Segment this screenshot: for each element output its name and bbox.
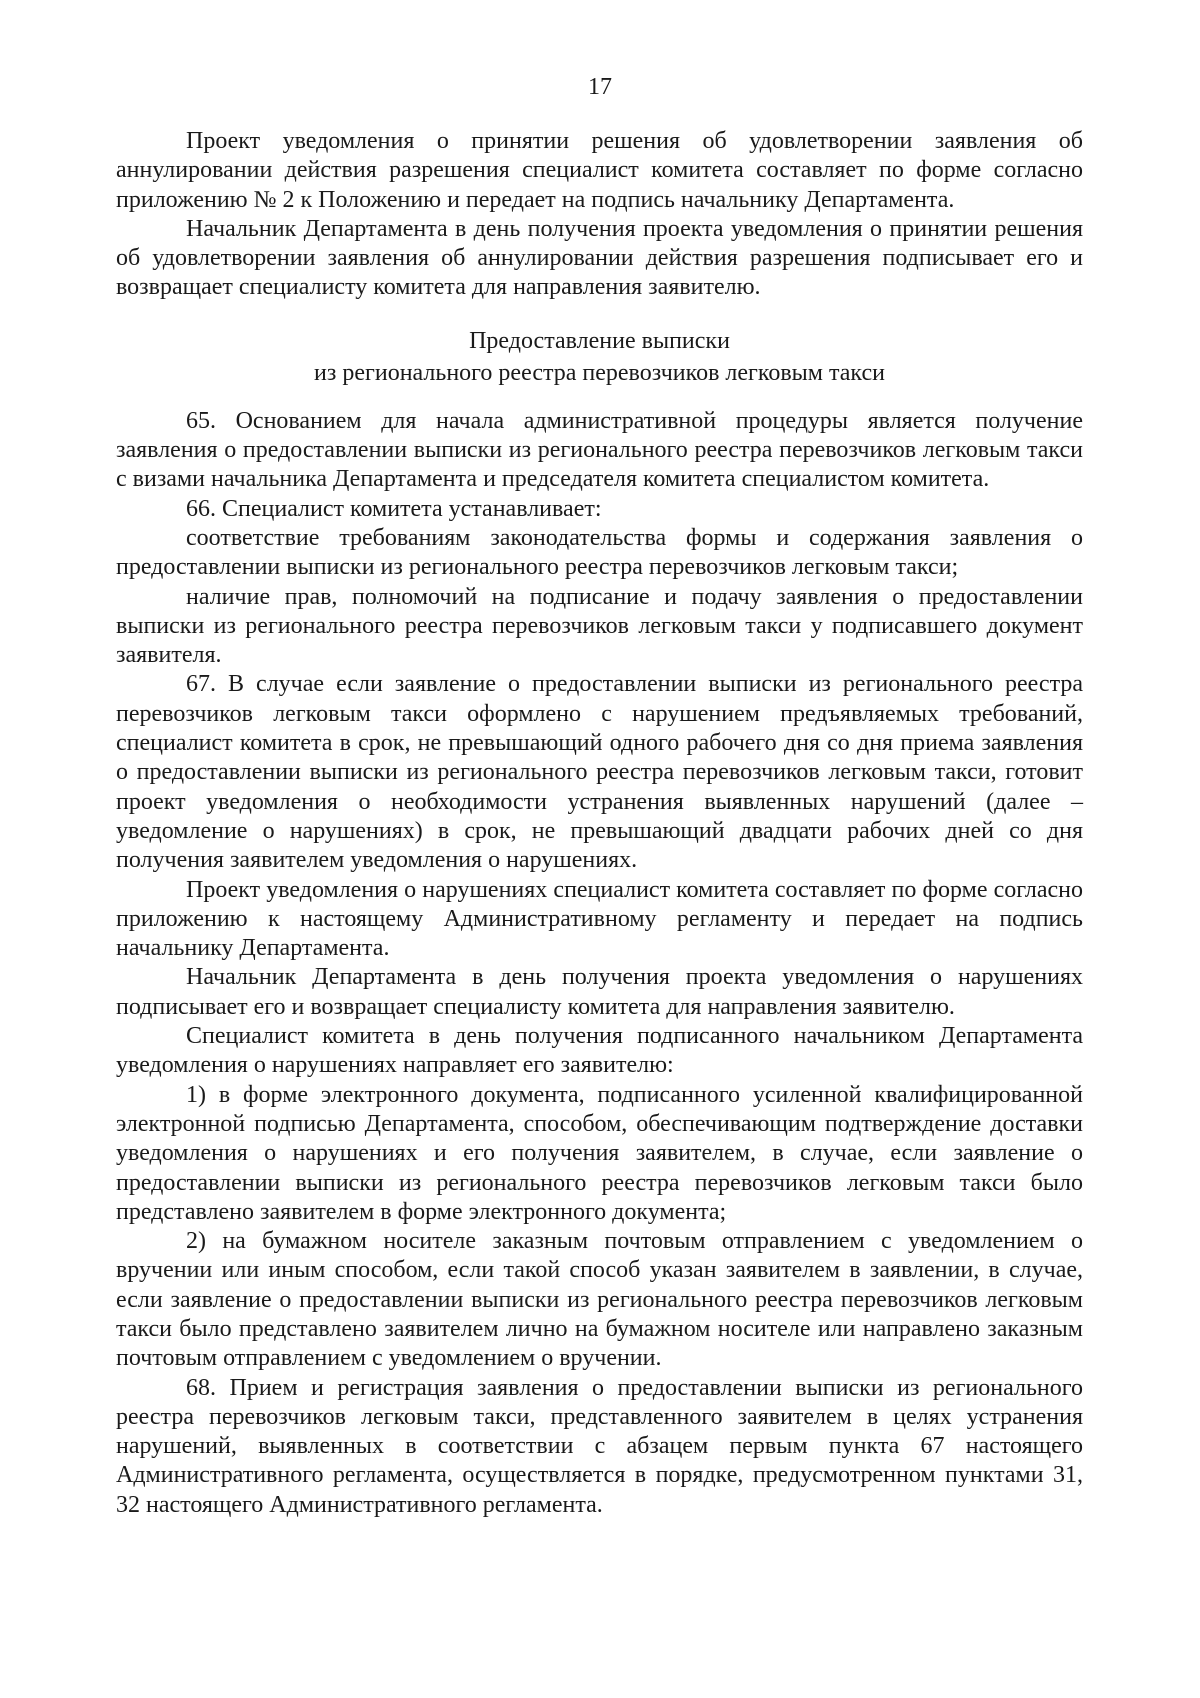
page-number: 17 [588,74,612,100]
paragraph: 66. Специалист комитета устанавливает: [186,495,602,522]
paragraph: Начальник Департамента в день получения проекта уведомления о нарушениях подписывает его и возвращает специалисту комитета для направления заявителю. [116,964,1083,1020]
section-heading-line-2: из регионального реестра перевозчиков легковым такси [314,359,885,386]
section-heading-line-1: Предоставление выписки [469,327,730,354]
paragraph: 67. В случае если заявление о предоставлении выписки из регионального реестра перевозчиков легковым такси оформлено с нарушением предъявляемых требований, специалист комитета в срок, не превышающий одного рабочего дня со дня приема заявления о предоставлении выписки из регионального реестра перевозчиков легковым такси, готовит проект уведомления о необходимости устранения выявленных нарушений (далее – уведомление о нарушениях) в срок, не превышающий двадцати рабочих дней со дня получения заявителем уведомления о нарушениях. [116,671,1083,874]
paragraph: соответствие требованиям законодательства формы и содержания заявления о предоставлении выписки из регионального реестра перевозчиков легковым такси; [116,524,1083,581]
document-body [116,127,1083,1520]
paragraph: 68. Прием и регистрация заявления о предоставлении выписки из регионального реестра перевозчиков легковым такси, представленного заявителем в целях устранения нарушений, выявленных в соответствии с абзацем первым пункта 67 настоящего Административного регламента, осуществляется в порядке, предусмотренном пунктами 31, 32 настоящего Административного регламента. [116,1374,1083,1518]
paragraph: Начальник Департамента в день получения проекта уведомления о принятии решения об удовлетворении заявления об аннулировании действия разрешения подписывает его и возвращает специалисту комитета для направления заявителю. [116,215,1083,301]
paragraph: Проект уведомления о принятии решения об удовлетворении заявления об аннулировании действия разрешения специалист комитета составляет по форме согласно приложению № 2 к Положению и передает на подпись начальнику Департамента. [116,128,1083,213]
paragraph: 2) на бумажном носителе заказным почтовым отправлением с уведомлением о вручении или иным способом, если такой способ указан заявителем в заявлении, в случае, если заявление о предоставлении выписки из регионального реестра перевозчиков легковым такси было представлено заявителем лично на бумажном носителе или направлено заказным почтовым отправлением с уведомлением о вручении. [116,1228,1083,1372]
paragraph: Проект уведомления о нарушениях специалист комитета составляет по форме согласно приложению к настоящему Административному регламенту и передает на подпись начальнику Департамента. [116,876,1083,962]
paragraph: 1) в форме электронного документа, подписанного усиленной квалифицированной электронной подписью Департамента, способом, обеспечивающим подтверждение доставки уведомления о нарушениях и его получения заявителем, в случае, если заявление о предоставлении выписки из регионального реестра перевозчиков легковым такси было представлено заявителем в форме электронного документа; [116,1081,1083,1225]
paragraph: наличие прав, полномочий на подписание и подачу заявления о предоставлении выписки из регионального реестра перевозчиков легковым такси у подписавшего документ заявителя. [116,583,1083,669]
section-heading [116,303,1083,407]
paragraph: 65. Основанием для начала административной процедуры является получение заявления о предоставлении выписки из регионального реестра перевозчиков легковым такси с визами начальника Департамента и председателя комитета специалистом комитета. [116,407,1083,493]
paragraph: Специалист комитета в день получения подписанного начальником Департамента уведомления о нарушениях направляет его заявителю: [116,1023,1083,1079]
